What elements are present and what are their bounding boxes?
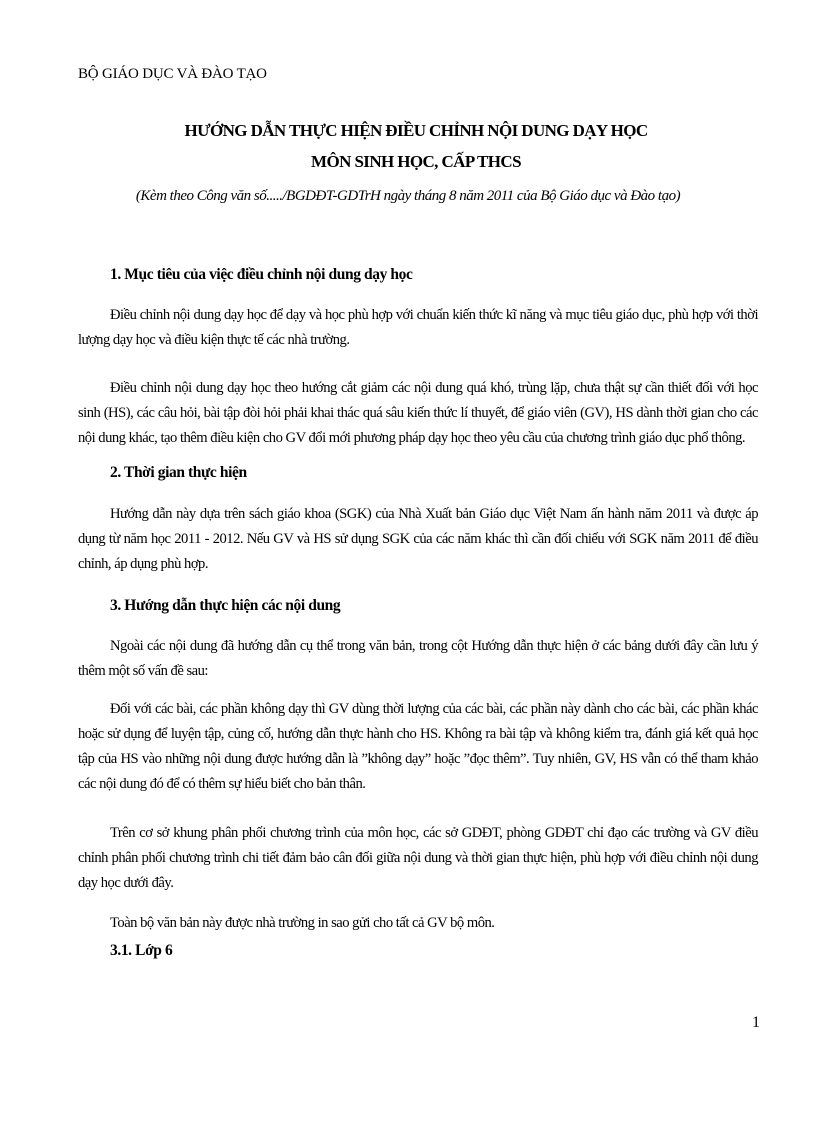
section-3-heading: 3. Hướng dẫn thực hiện các nội dung <box>110 597 341 614</box>
section-3-paragraph-1: Ngoài các nội dung đã hướng dẫn cụ thể trong văn bản, trong cột Hướng dẫn thực hiện ở các bảng dưới đây cần lưu ý thêm một số vấn đề sau: <box>78 638 758 679</box>
document-title-line-1: HƯỚNG DẪN THỰC HIỆN ĐIỀU CHỈNH NỘI DUNG DẠY HỌC <box>184 121 648 140</box>
ministry-name: BỘ GIÁO DỤC VÀ ĐÀO TẠO <box>78 66 267 82</box>
page-number: 1 <box>752 1014 760 1031</box>
section-2-paragraph-1: Hướng dẫn này dựa trên sách giáo khoa (SGK) của Nhà Xuất bản Giáo dục Việt Nam ấn hành năm 2011 và được áp dụng từ năm học 2011 - 2012. Nếu GV và HS sử dụng SGK của các năm khác thì cần đối chiếu với SGK năm 2011 để điều chỉnh, áp dụng phù hợp. <box>78 506 758 572</box>
section-3-paragraph-3: Trên cơ sở khung phân phối chương trình của môn học, các sở GDĐT, phòng GDĐT chỉ đạo các trường và GV điều chỉnh phân phối chương trình chi tiết đảm bảo cân đối giữa nội dung và thời gian thực hiện, phù hợp với điều chỉnh nội dung dạy học dưới đây. <box>78 825 758 891</box>
section-2-heading: 2. Thời gian thực hiện <box>110 464 247 481</box>
subsection-3-1-heading: 3.1. Lớp 6 <box>110 942 173 959</box>
section-1-paragraph-2: Điều chỉnh nội dung dạy học theo hướng cắt giảm các nội dung quá khó, trùng lặp, chưa thật sự cần thiết đối với học sinh (HS), các câu hỏi, bài tập đòi hỏi phải khai thác quá sâu kiến thức lí thuyết, để giáo viên (GV), HS dành thời gian cho các nội dung khác, tạo thêm điều kiện cho GV đổi mới phương pháp dạy học theo yêu cầu của chương trình giáo dục phổ thông. <box>78 380 758 446</box>
section-1-paragraph-1: Điều chỉnh nội dung dạy học để dạy và học phù hợp với chuẩn kiến thức kĩ năng và mục tiêu giáo dục, phù hợp với thời lượng dạy học và điều kiện thực tế các nhà trường. <box>78 307 758 348</box>
section-1-heading: 1. Mục tiêu của việc điều chỉnh nội dung dạy học <box>110 266 413 283</box>
section-3-paragraph-2: Đối với các bài, các phần không dạy thì GV dùng thời lượng của các bài, các phần này dành cho các bài, các phần khác hoặc sử dụng để luyện tập, củng cố, hướng dẫn thực hành cho HS. Không ra bài tập và không kiểm tra, đánh giá kết quả học tập của HS vào những nội dung được hướng dẫn là ”không dạy” hoặc ”đọc thêm”. Tuy nhiên, GV, HS vẫn có thể tham khảo các nội dung đó để có thêm sự hiểu biết cho bản thân. <box>78 701 758 792</box>
document-subtitle: (Kèm theo Công văn số...../BGDĐT-GDTrH ngày tháng 8 năm 2011 của Bộ Giáo dục và Đào tạo) <box>135 188 681 204</box>
section-3-paragraph-4: Toàn bộ văn bản này được nhà trường in sao gửi cho tất cả GV bộ môn. <box>110 915 495 931</box>
document-title-line-2: MÔN SINH HỌC, CẤP THCS <box>311 152 521 171</box>
